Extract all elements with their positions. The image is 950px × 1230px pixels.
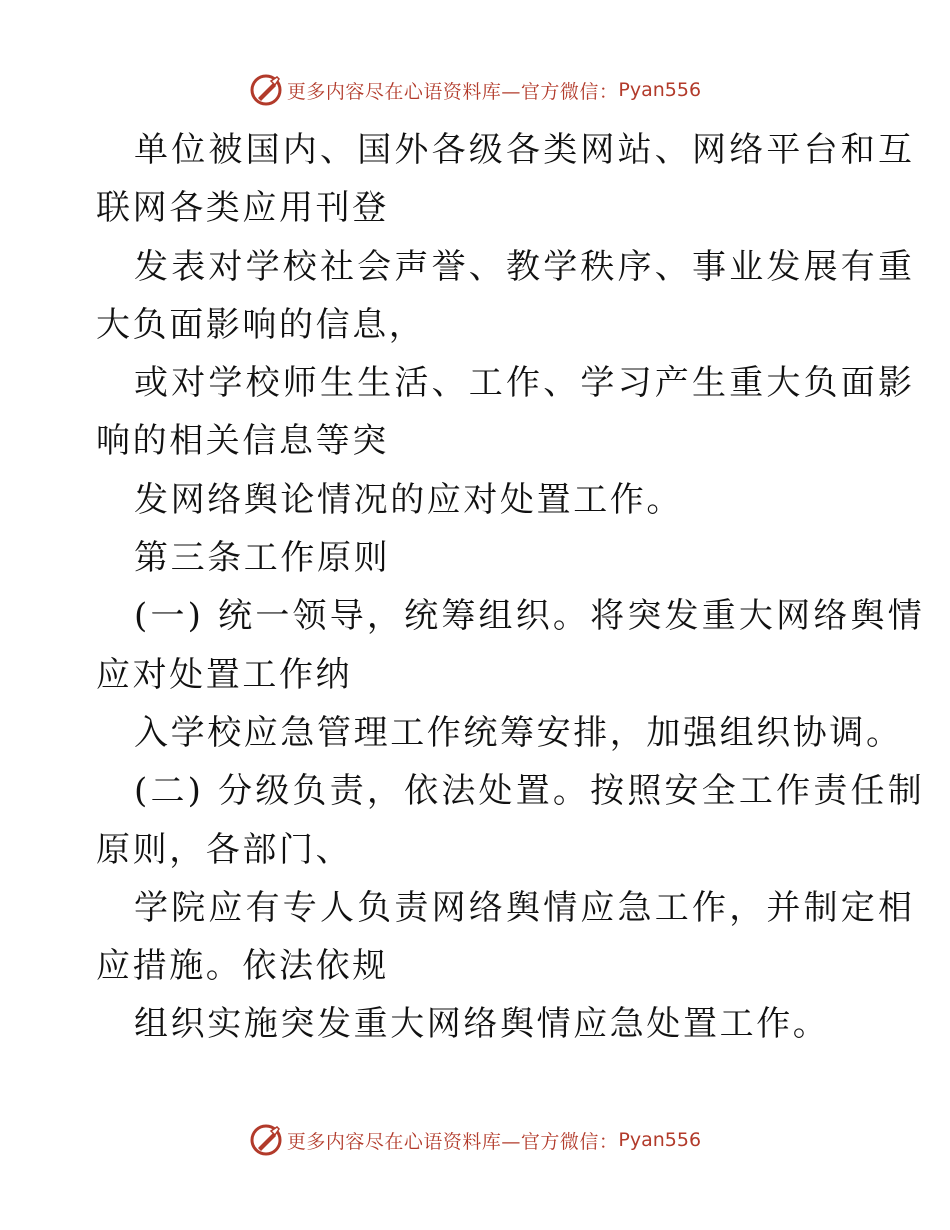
footer-watermark [0,1120,950,1160]
text-line: 应对处置工作纳 [96,654,353,695]
text-line: (一) 统一领导，统筹组织。将突发重大网络舆情 [134,596,925,637]
text-line: 发表对学校社会声誉、教学秩序、事业发展有重 [134,246,916,287]
text-line: 组织实施突发重大网络舆情应急处置工作。 [134,1004,830,1045]
text-line: 学院应有专人负责网络舆情应急工作，并制定相 [134,887,916,928]
text-line: 发网络舆论情况的应对处置工作。 [134,479,683,520]
text-line: 大负面影响的信息， [96,304,426,345]
text-line: 入学校应急管理工作统筹安排，加强组织协调。 [134,712,903,753]
quill-pen-icon [249,1123,283,1157]
text-line: 或对学校师生生活、工作、学习产生重大负面影 [134,363,916,404]
text-line: 原则，各部门、 [96,829,353,870]
quill-pen-icon [249,73,283,107]
text-line: (二) 分级负责，依法处置。按照安全工作责任制 [134,771,925,812]
text-line: 联网各类应用刊登 [96,188,389,229]
header-watermark [0,70,950,110]
footer-watermark-id: Pyan556 [618,1129,702,1151]
header-watermark-id: Pyan556 [618,79,702,101]
header-watermark-text: 更多内容尽在心语资料库—官方微信： [286,80,619,103]
section-heading: 第三条工作原则 [134,538,391,579]
text-line: 应措施。依法依规 [96,946,389,987]
text-line: 单位被国内、国外各级各类网站、网络平台和互 [134,130,916,170]
text-line: 响的相关信息等突 [96,421,389,462]
document-body [96,121,925,1054]
footer-watermark-text: 更多内容尽在心语资料库—官方微信： [286,1130,619,1153]
